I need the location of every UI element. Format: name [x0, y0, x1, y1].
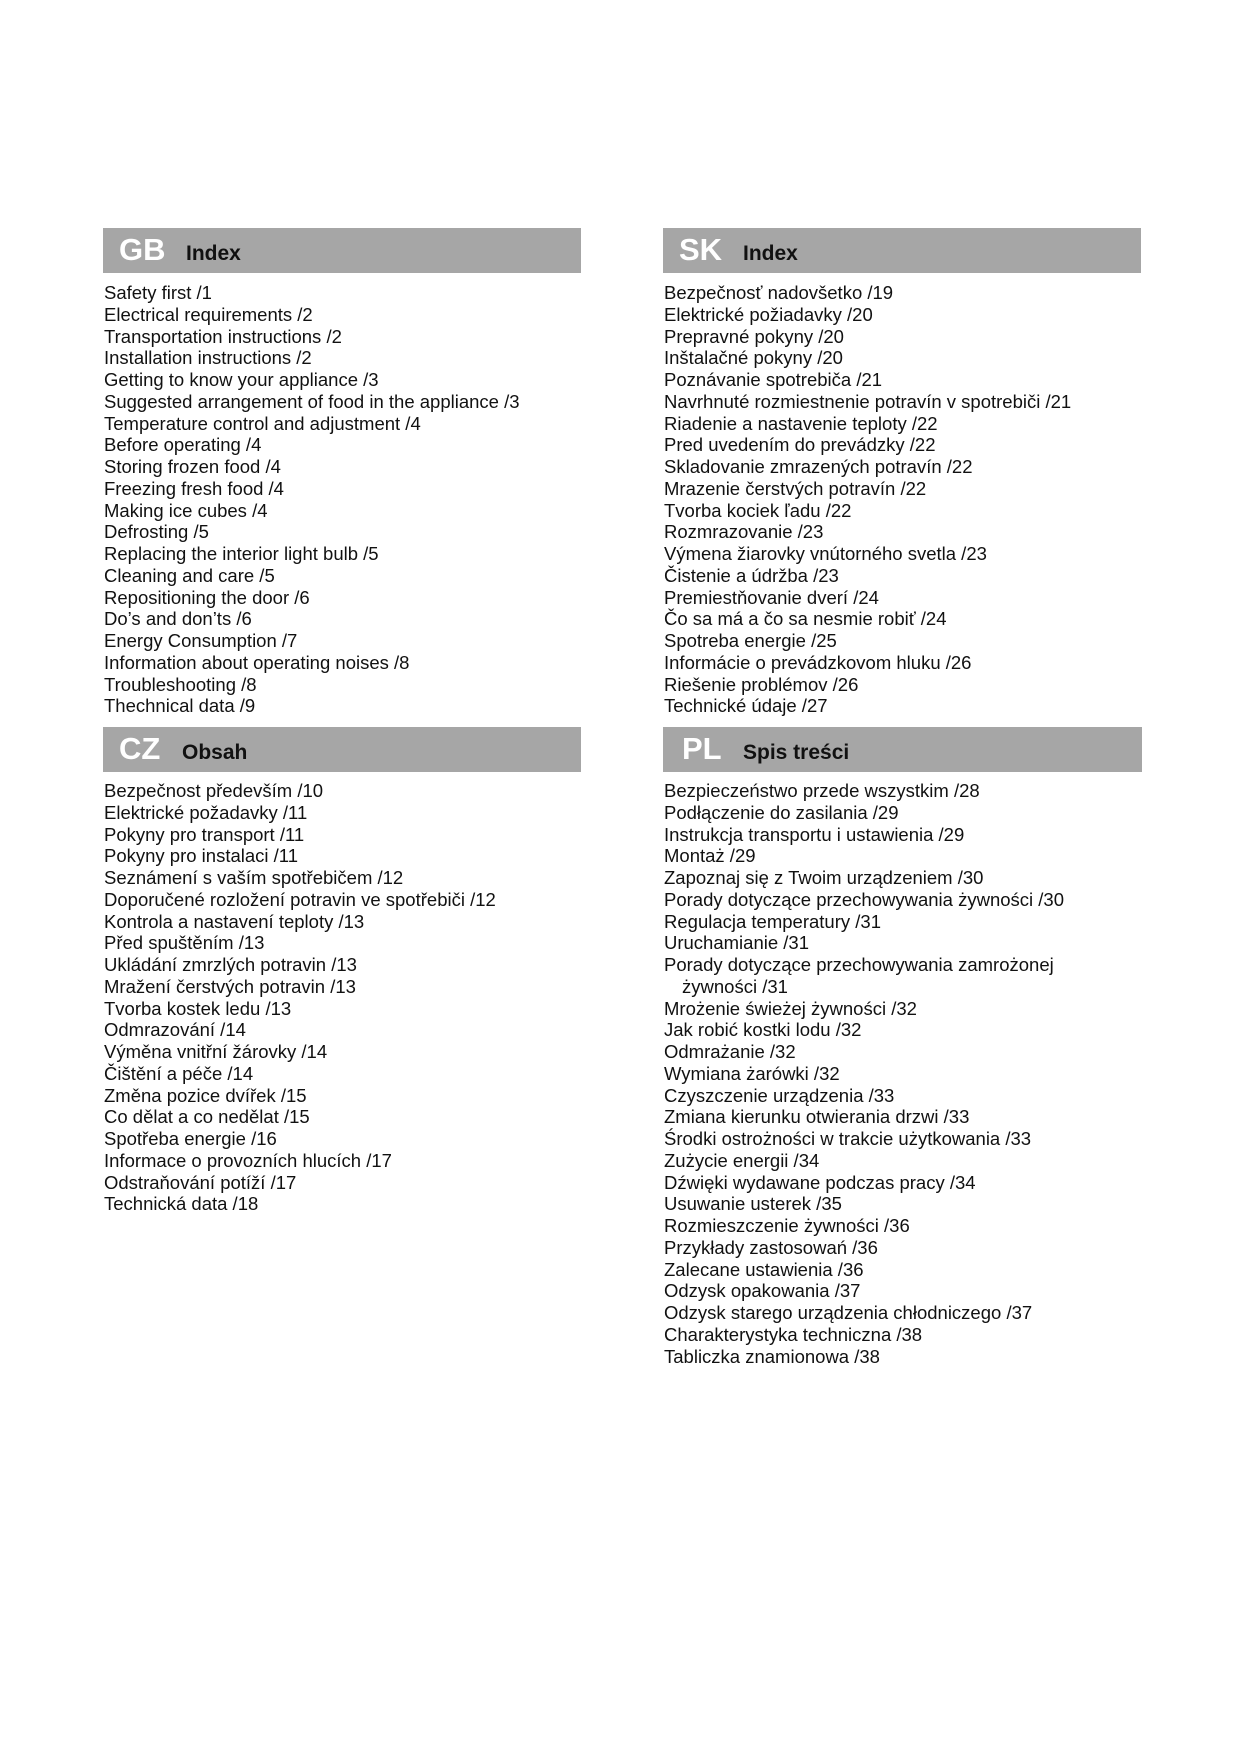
pl-section-title: Spis treści — [743, 741, 850, 764]
list-item[interactable]: Riešenie problémov /26 — [664, 673, 859, 695]
list-item[interactable]: Suggested arrangement of food in the appliance /3 — [104, 390, 520, 412]
list-item[interactable]: Navrhnuté rozmiestnenie potravín v spotrebiči /21 — [664, 390, 1072, 412]
list-item[interactable]: Podłączenie do zasilania /29 — [664, 801, 899, 823]
cz-section-header — [103, 727, 581, 772]
list-item[interactable]: Do’s and don’ts /6 — [104, 608, 252, 630]
list-item[interactable]: Výměna vnitřní žárovky /14 — [104, 1041, 328, 1062]
list-item[interactable]: Tvorba kociek ľadu /22 — [664, 499, 852, 521]
list-item[interactable]: Doporučené rozložení potravin ve spotřebiči /12 — [104, 888, 496, 910]
list-item[interactable]: Technická data /18 — [104, 1193, 259, 1215]
list-item[interactable]: Poznávanie spotrebiča /21 — [664, 369, 883, 390]
list-item[interactable]: Uruchamianie /31 — [664, 932, 809, 954]
list-item[interactable]: Replacing the interior light bulb /5 — [104, 543, 379, 564]
list-item[interactable]: Zalecane ustawienia /36 — [664, 1258, 864, 1280]
list-item[interactable]: Czyszczenie urządzenia /33 — [664, 1084, 895, 1106]
list-item[interactable]: Seznámení s vaším spotřebičem /12 — [104, 867, 404, 888]
list-item[interactable]: Getting to know your appliance /3 — [104, 369, 379, 390]
list-item[interactable]: Bezpečnost především /10 — [104, 780, 324, 801]
list-item[interactable]: Čištění a péče /14 — [104, 1062, 254, 1084]
list-item[interactable]: Mrożenie świeżej żywności /32 — [664, 997, 917, 1019]
list-item[interactable]: Troubleshooting /8 — [104, 673, 257, 695]
list-item[interactable]: Bezpečnosť nadovšetko /19 — [664, 282, 894, 303]
list-item[interactable]: Co dělat a co nedělat /15 — [104, 1106, 310, 1128]
list-item[interactable]: Prepravné pokyny /20 — [664, 325, 844, 347]
list-item[interactable]: Odzysk opakowania /37 — [664, 1280, 861, 1302]
list-item[interactable]: Regulacja temperatury /31 — [664, 910, 881, 932]
list-item[interactable]: Technické údaje /27 — [664, 695, 828, 717]
list-item[interactable]: Odmrazování /14 — [104, 1019, 246, 1041]
list-item[interactable]: Thechnical data /9 — [104, 695, 256, 717]
list-item[interactable]: Ukládání zmrzlých potravin /13 — [104, 954, 357, 975]
list-item[interactable]: Premiestňovanie dverí /24 — [664, 586, 879, 608]
list-item[interactable]: Změna pozice dvířek /15 — [104, 1084, 307, 1106]
list-item[interactable]: Information about operating noises /8 — [104, 651, 410, 673]
list-item[interactable]: Elektrické požadavky /11 — [104, 801, 308, 823]
list-item[interactable]: Informace o provozních hlucích /17 — [104, 1149, 392, 1171]
list-item[interactable]: Čo sa má a čo sa nesmie robiť /24 — [664, 608, 947, 630]
sk-index-list — [664, 282, 1071, 717]
list-item[interactable]: Repositioning the door /6 — [104, 586, 310, 608]
list-item[interactable]: Elektrické požiadavky /20 — [664, 303, 873, 325]
list-item[interactable]: Bezpieczeństwo przede wszystkim /28 — [664, 780, 980, 801]
sk-language-code: SK — [679, 232, 723, 267]
list-item[interactable]: Riadenie a nastavenie teploty /22 — [664, 412, 938, 434]
list-item[interactable]: Zużycie energii /34 — [664, 1149, 820, 1171]
list-item[interactable]: Před spuštěním /13 — [104, 932, 265, 954]
list-item[interactable]: Wymiana żarówki /32 — [664, 1062, 840, 1084]
list-item[interactable]: Spotřeba energie /16 — [104, 1128, 277, 1149]
list-item[interactable]: Cleaning and care /5 — [104, 564, 275, 586]
list-item[interactable]: Tvorba kostek ledu /13 — [104, 997, 292, 1019]
list-item[interactable]: Freezing fresh food /4 — [104, 477, 284, 499]
list-item[interactable]: Spotreba energie /25 — [664, 630, 837, 651]
sk-section-header — [663, 228, 1141, 273]
gb-index-list — [104, 282, 520, 717]
list-item[interactable]: Skladovanie zmrazených potravín /22 — [664, 456, 973, 477]
gb-section-title: Index — [186, 242, 241, 265]
list-item[interactable]: Zmiana kierunku otwierania drzwi /33 — [664, 1106, 970, 1128]
list-item[interactable]: Rozmrazovanie /23 — [664, 521, 824, 543]
list-item[interactable]: Výmena žiarovky vnútorného svetla /23 — [664, 543, 987, 564]
cz-section-title: Obsah — [182, 741, 248, 764]
list-item[interactable]: Rozmieszczenie żywności /36 — [664, 1215, 910, 1236]
list-item[interactable]: Before operating /4 — [104, 434, 262, 456]
list-item[interactable]: Pred uvedením do prevádzky /22 — [664, 434, 936, 456]
list-item[interactable]: Zapoznaj się z Twoim urządzeniem /30 — [664, 867, 984, 888]
list-item[interactable]: Pokyny pro instalaci /11 — [104, 845, 299, 867]
list-item[interactable]: Kontrola a nastavení teploty /13 — [104, 910, 365, 932]
list-item[interactable]: Pokyny pro transport /11 — [104, 823, 305, 845]
list-item[interactable]: Safety first /1 — [104, 282, 212, 303]
list-item[interactable]: Energy Consumption /7 — [104, 630, 298, 651]
list-item[interactable]: Čistenie a údržba /23 — [664, 564, 839, 586]
list-item[interactable]: Mrazenie čerstvých potravín /22 — [664, 477, 927, 499]
list-item[interactable]: Electrical requirements /2 — [104, 303, 313, 325]
list-item[interactable]: Storing frozen food /4 — [104, 456, 281, 477]
pl-section-header — [663, 727, 1142, 772]
list-item[interactable]: Informácie o prevádzkovom hluku /26 — [664, 651, 972, 673]
list-item[interactable]: Odstraňování potíží /17 — [104, 1171, 297, 1193]
list-item[interactable]: Przykłady zastosowań /36 — [664, 1236, 878, 1258]
pl-language-code: PL — [682, 731, 722, 766]
list-item[interactable]: Defrosting /5 — [104, 521, 209, 543]
list-item[interactable]: Tabliczka znamionowa /38 — [664, 1345, 880, 1367]
list-item[interactable]: Odmrażanie /32 — [664, 1041, 796, 1062]
list-item[interactable]: Odzysk starego urządzenia chłodniczego /37 — [664, 1302, 1033, 1323]
sk-section-title: Index — [743, 242, 798, 265]
gb-section-header — [103, 228, 581, 273]
list-item[interactable]: Transportation instructions /2 — [104, 325, 342, 347]
list-item[interactable]: Making ice cubes /4 — [104, 499, 268, 521]
list-item[interactable]: Montaż /29 — [664, 845, 756, 867]
list-item[interactable]: Usuwanie usterek /35 — [664, 1193, 842, 1215]
list-item[interactable]: Porady dotyczące przechowywania żywności /30 — [664, 888, 1064, 910]
list-item[interactable]: Temperature control and adjustment /4 — [104, 412, 421, 434]
list-item[interactable]: Mražení čerstvých potravin /13 — [104, 975, 356, 997]
cz-index-list — [104, 780, 496, 1215]
list-item[interactable]: Instrukcja transportu i ustawienia /29 — [664, 823, 965, 845]
list-item[interactable]: Charakterystyka techniczna /38 — [664, 1323, 923, 1345]
pl-index-list — [664, 780, 1092, 1367]
list-item[interactable]: Środki ostrożności w trakcie użytkowania /33 — [664, 1128, 1032, 1149]
list-item[interactable]: Jak robić kostki lodu /32 — [664, 1019, 862, 1041]
list-item[interactable]: Installation instructions /2 — [104, 347, 312, 369]
gb-language-code: GB — [119, 232, 166, 267]
list-item[interactable]: Dźwięki wydawane podczas pracy /34 — [664, 1171, 976, 1193]
list-item[interactable]: Inštalačné pokyny /20 — [664, 347, 843, 369]
cz-language-code: CZ — [119, 731, 161, 766]
list-item[interactable]: Porady dotyczące przechowywania zamrożonej żywności /31 — [664, 954, 1054, 997]
